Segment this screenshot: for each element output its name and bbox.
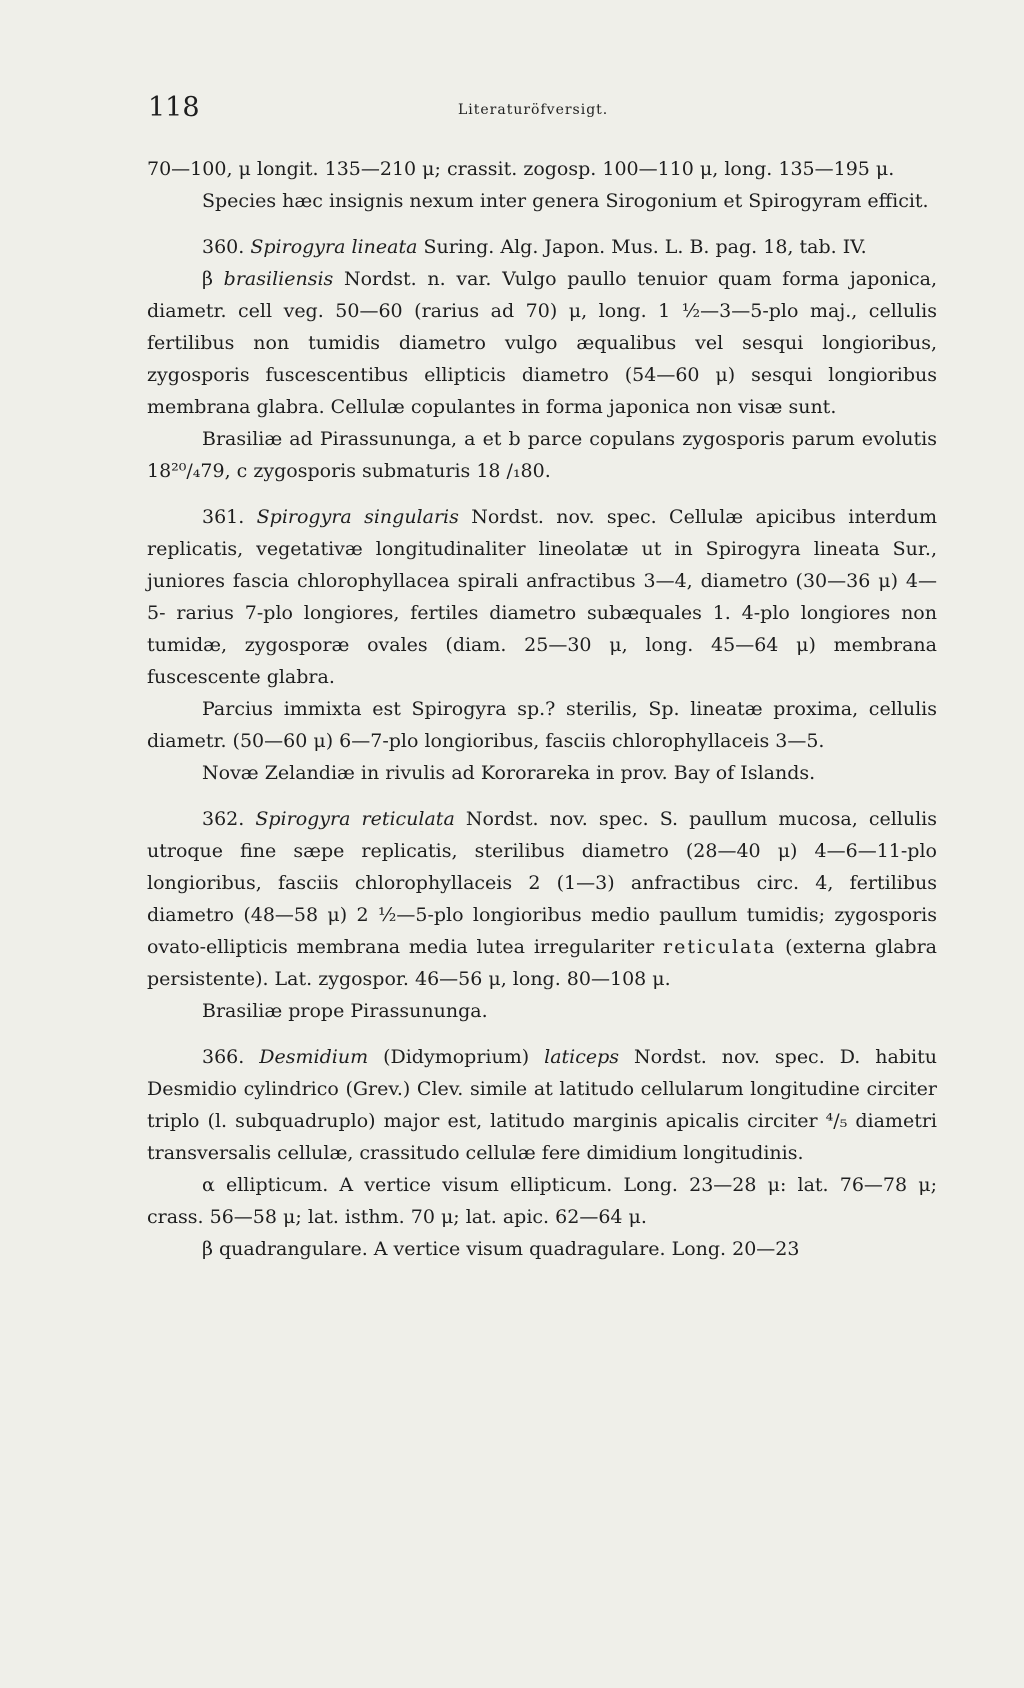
entry-361-locality: [147, 757, 937, 789]
text-run: β quadrangulare. A vertice visum quadragulare. Long. 20—23: [202, 1238, 800, 1260]
text-run: Brasiliæ prope Pirassununga.: [202, 1000, 488, 1022]
running-title: Literaturöfversigt.: [458, 102, 609, 118]
text-run: (Didymoprium): [368, 1046, 545, 1068]
text-run: α ellipticum. A vertice visum ellipticum. Long. 23—28 μ: lat. 76—78 μ; crass. 56—58 μ; lat. isthm. 70 μ; lat. apic. 62—64 μ.: [147, 1174, 937, 1228]
entry-361-note: [147, 693, 937, 757]
text-run: 366.: [202, 1046, 260, 1068]
text-run: Nordst. nov. spec. Cellulæ apicibus interdum replicatis, vegetativæ longitudinaliter lineolatæ ut in Spirogyra lineata Sur., juniores fascia chlorophyllacea spirali anfractibus 3—4, diametro (30—36 μ) 4—5- rarius 7-plo longiores, fertiles diametro subæquales 1. 4-plo longiores non tumidæ, zygosporæ ovales (diam. 25—30 μ, long. 45—64 μ) membrana fuscescente glabra.: [147, 506, 937, 688]
text-run: Nordst. n. var. Vulgo paullo tenuior quam forma japonica, diametr. cell veg. 50—60 (rarius ad 70) μ, long. 1 ½—3—5-plo maj., cellulis fertilibus non tumidis diametro vulgo æqualibus vel sesqui longioribus, zygosporis fuscescentibus ellipticis diametro (54—60 μ) sesqui longioribus membrana glabra. Cellulæ copulantes in forma japonica non visæ sunt.: [147, 268, 937, 418]
paragraph-species-note: [147, 185, 937, 217]
taxon-name: Spirogyra singularis: [256, 506, 459, 528]
entry-360-variety: [147, 263, 937, 423]
text-run: reticulata: [663, 936, 777, 958]
taxon-name: Spirogyra reticulata: [255, 808, 455, 830]
text-run: β: [202, 268, 224, 290]
text-run: Novæ Zelandiæ in rivulis ad Kororareka in prov. Bay of Islands.: [202, 762, 816, 784]
text-run: 361.: [202, 506, 257, 528]
entry-361: [147, 501, 937, 693]
text-run: Nordst. nov. spec. S. paullum mucosa, cellulis utroque fine sæpe replicatis, sterilibus diametro (28—40 μ) 4—6—11-plo longioribus, fasciis chlorophyllaceis 2 (1—3) anfractibus circ. 4, fertilibus diametro (48—58 μ) 2 ½—5-plo longioribus medio paullum tumidis; zygosporis ovato-ellipticis membrana media lutea irregulariter: [147, 808, 937, 958]
paragraph-continuation: [147, 153, 937, 185]
entry-366-alpha: [147, 1169, 937, 1233]
text-run: Nordst. nov. spec. D. habitu Desmidio cylindrico (Grev.) Clev. simile at latitudo cellularum longitudine circiter triplo (l. subquadruplo) major est, latitudo marginis apicalis circiter ⁴/₅ diametri transversalis cellulæ, crassitudo cellulæ fere dimidium longitudinis.: [147, 1046, 937, 1164]
text-run: Brasiliæ ad Pirassununga, a et b parce copulans zygosporis parum evolutis 18²⁰/₄79, c zygosporis submaturis 18 /₁80.: [147, 428, 937, 482]
page-number: 118: [148, 92, 200, 123]
taxon-name: brasiliensis: [223, 268, 334, 290]
text-run: (externa glabra persistente). Lat. zygospor. 46—56 μ, long. 80—108 μ.: [147, 936, 938, 990]
text-run: Species hæc insignis nexum inter genera Sirogonium et Spirogyram efficit.: [202, 190, 929, 212]
body-text: [147, 153, 937, 1265]
text-run: Parcius immixta est Spirogyra sp.? sterilis, Sp. lineatæ proxima, cellulis diametr. (50—60 μ) 6—7-plo longioribus, fasciis chlorophyllaceis 3—5.: [147, 698, 937, 752]
taxon-name: laticeps: [544, 1046, 620, 1068]
entry-360-heading: [147, 231, 937, 263]
text-run: 70—100, μ longit. 135—210 μ; crassit. zogosp. 100—110 μ, long. 135—195 μ.: [147, 158, 895, 180]
entry-360-locality: [147, 423, 937, 487]
entry-366: [147, 1041, 937, 1169]
text-run: Suring. Alg. Japon. Mus. L. B. pag. 18, tab. IV.: [417, 236, 867, 258]
taxon-name: Spirogyra lineata: [250, 236, 418, 258]
text-run: 360.: [202, 236, 251, 258]
taxon-name: Desmidium: [259, 1046, 369, 1068]
entry-366-beta: [147, 1233, 937, 1265]
entry-362: [147, 803, 937, 995]
entry-362-locality: [147, 995, 937, 1027]
text-run: 362.: [202, 808, 256, 830]
